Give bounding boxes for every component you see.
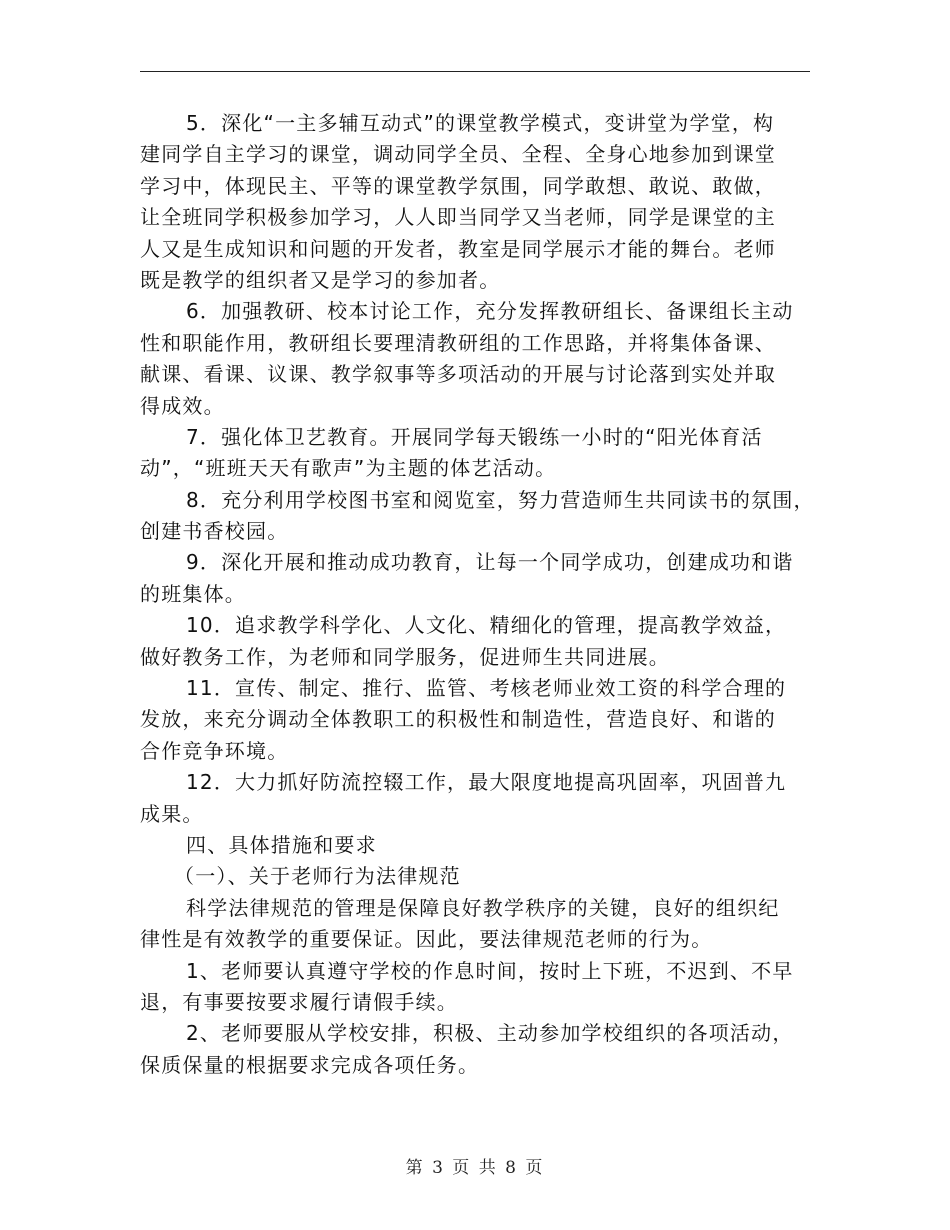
text-line: 合作竞争环境。 [140, 738, 289, 763]
text-line: 6．加强教研、校本讨论工作，充分发挥教研组长、备课组长主动 [186, 299, 794, 324]
text-line: 得成效。 [140, 393, 225, 418]
text-line: 四、具体措施和要求 [186, 832, 377, 857]
text-line: 5．深化“一主多辅互动式”的课堂教学模式，变讲堂为学堂，构 [186, 111, 775, 135]
text-line: 成果。 [140, 801, 204, 826]
text-line: 性和职能作用，教研组长要理清教研组的工作思路，并将集体备课、 [140, 330, 776, 355]
text-line: 1、老师要认真遵守学校的作息时间，按时上下班，不迟到、不早 [186, 958, 794, 983]
text-line: 动”，“班班天天有歌声”为主题的体艺活动。 [140, 456, 557, 481]
text-line: 人又是生成知识和问题的开发者，教室是同学展示才能的舞台。老师 [140, 236, 776, 261]
text-line: 让全班同学积极参加学习，人人即当同学又当老师，同学是课堂的主 [140, 205, 776, 230]
text-line: 创建书香校园。 [140, 519, 289, 544]
text-line: 7．强化体卫艺教育。开展同学每天锻练一小时的“阳光体育活 [186, 424, 763, 449]
text-line: 发放，来充分调动全体教职工的积极性和制造性，营造良好、和谐的 [140, 707, 776, 732]
text-line: 的班集体。 [140, 581, 246, 606]
text-line: 建同学自主学习的课堂，调动同学全员、全程、全身心地参加到课堂 [140, 142, 776, 167]
text-line: 2、老师要服从学校安排，积极、主动参加学校组织的各项活动， [186, 1021, 794, 1046]
text-line: 学习中，体现民主、平等的课堂教学氛围，同学敢想、敢说、敢做， [140, 173, 776, 198]
text-line: 12．大力抓好防流控辍工作，最大限度地提高巩固率，巩固普九 [186, 770, 787, 795]
text-line: 9．深化开展和推动成功教育，让每一个同学成功，创建成功和谐 [186, 550, 794, 575]
text-line: 律性是有效教学的重要保证。因此，要法律规范老师的行为。 [140, 927, 713, 952]
text-line: 既是教学的组织者又是学习的参加者。 [140, 267, 501, 292]
text-line: 11．宣传、制定、推行、监管、考核老师业效工资的科学合理的 [186, 676, 787, 701]
text-line: 8．充分利用学校图书室和阅览室，努力营造师生共同读书的氛围， [186, 487, 815, 512]
text-line: 献课、看课、议课、教学叙事等多项活动的开展与讨论落到实处并取 [140, 362, 776, 387]
text-line: 科学法律规范的管理是保障良好教学秩序的关键，良好的组织纪 [186, 895, 780, 920]
text-line: 10．追求教学科学化、人文化、精细化的管理，提高教学效益， [186, 613, 787, 638]
document-body [140, 108, 815, 1081]
text-line: 保质保量的根据要求完成各项任务。 [140, 1052, 480, 1077]
text-line: （一）、关于老师行为法律规范 [174, 864, 461, 889]
header-rule [140, 71, 810, 72]
page-footer: 第 3 页 共 8 页 [405, 1158, 545, 1178]
text-line: 做好教务工作，为老师和同学服务，促进师生共同进展。 [140, 644, 670, 669]
text-line: 退，有事要按要求履行请假手续。 [140, 989, 458, 1014]
